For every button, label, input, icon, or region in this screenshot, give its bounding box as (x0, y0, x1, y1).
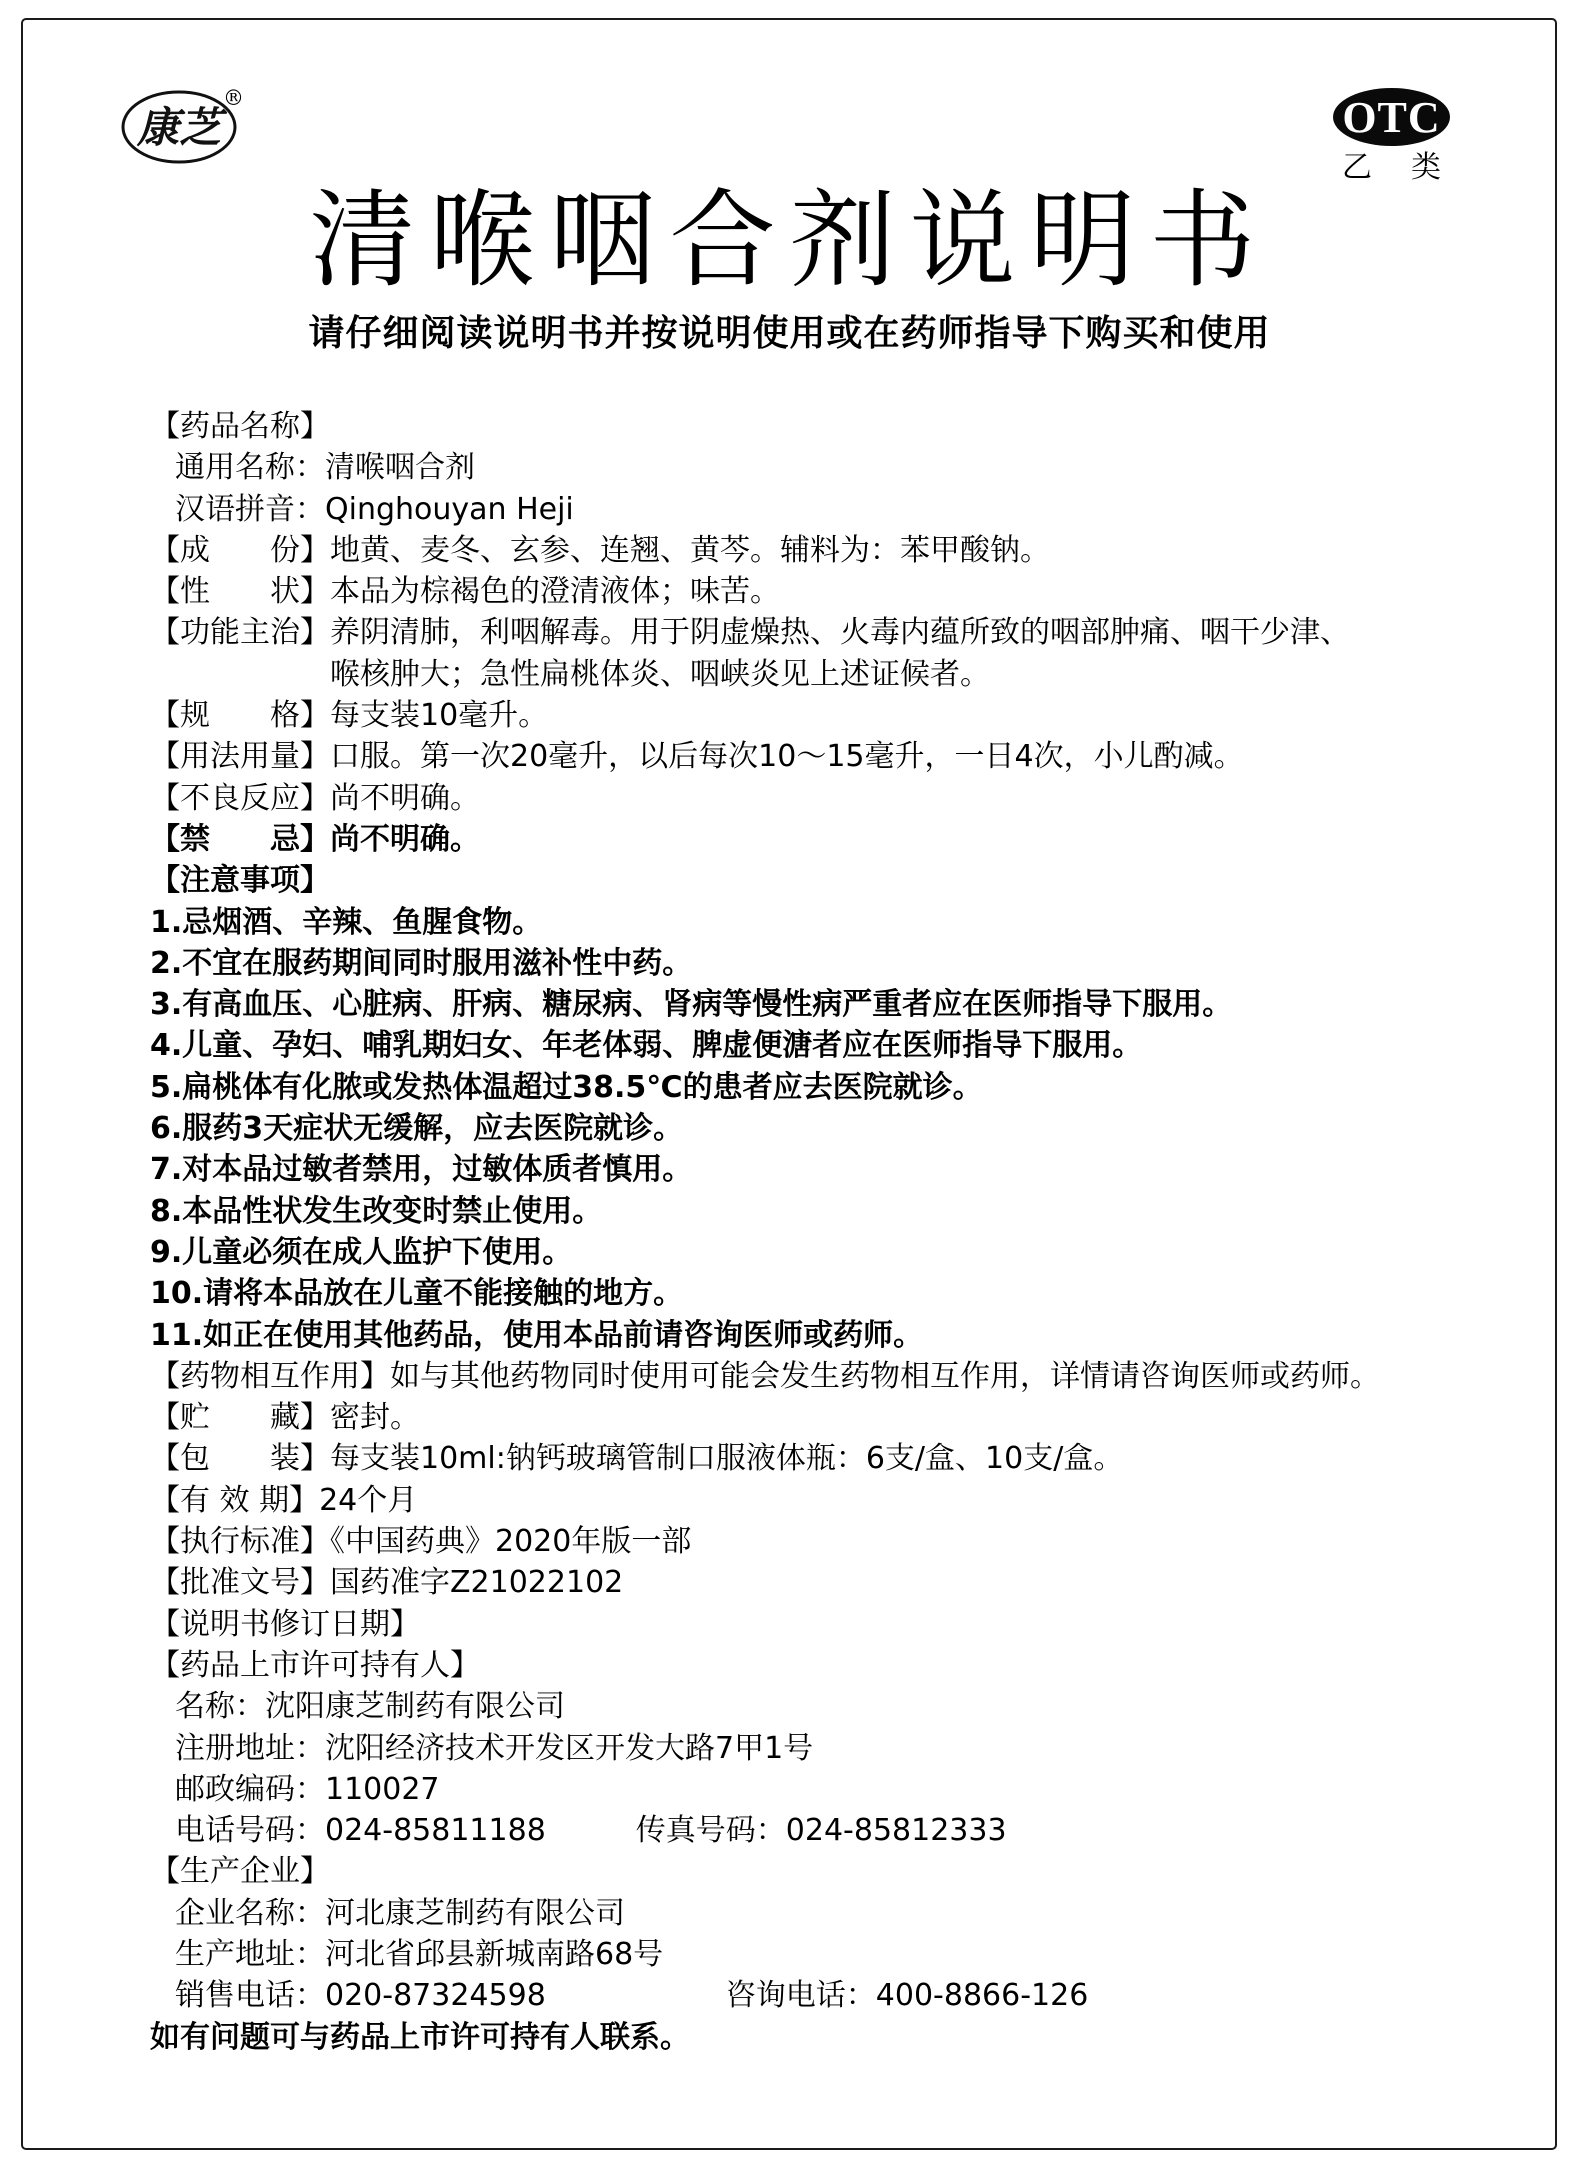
body-line: 企业名称：河北康芝制药有限公司 (175, 1895, 625, 1931)
body-line: 名称：沈阳康芝制药有限公司 (175, 1689, 565, 1725)
body-line: 4.儿童、孕妇、哺乳期妇女、年老体弱、脾虚便溏者应在医师指导下服用。 (150, 1028, 1143, 1064)
body-line: 9.儿童必须在成人监护下使用。 (150, 1234, 573, 1270)
body-line: 6.服药3天症状无缓解，应去医院就诊。 (150, 1111, 684, 1147)
body-line: 电话号码：024-85811188 传真号码：024-85812333 (175, 1813, 1007, 1849)
body-line: 3.有高血压、心脏病、肝病、糖尿病、肾病等慢性病严重者应在医师指导下服用。 (150, 987, 1233, 1023)
body-line: 如有问题可与药品上市许可持有人联系。 (150, 2019, 690, 2055)
body-line: 【用法用量】口服。第一次20毫升，以后每次10～15毫升，一日4次，小儿酌减。 (150, 739, 1244, 775)
body-line: 汉语拼音：Qinghouyan Heji (175, 491, 574, 527)
registered-trademark-icon: ® (223, 86, 244, 110)
body-line: 【规 格】每支装10毫升。 (150, 698, 549, 734)
body-line: 【注意事项】 (150, 863, 330, 899)
body-line: 8.本品性状发生改变时禁止使用。 (150, 1193, 603, 1229)
body-line: 生产地址：河北省邱县新城南路68号 (175, 1936, 664, 1972)
otc-badge (1333, 88, 1450, 183)
body-line: 5.扁桃体有化脓或发热体温超过38.5℃的患者应去医院就诊。 (150, 1069, 983, 1105)
brand-logo-ellipse-icon (120, 88, 240, 166)
body-line: 【批准文号】国药准字Z21022102 (150, 1565, 624, 1601)
body-lines (150, 406, 1480, 2058)
body-line: 【禁 忌】尚不明确。 (150, 821, 480, 857)
body-line: 【包 装】每支装10ml:钠钙玻璃管制口服液体瓶：6支/盒、10支/盒。 (150, 1441, 1124, 1477)
body-line: 7.对本品过敏者禁用，过敏体质者慎用。 (150, 1152, 693, 1188)
otc-label: OTC (1342, 93, 1441, 142)
body-line: 【药物相互作用】如与其他药物同时使用可能会发生药物相互作用，详情请咨询医师或药师。 (150, 1358, 1380, 1394)
otc-category (1333, 150, 1450, 185)
body-line: 【性 状】本品为棕褐色的澄清液体；味苦。 (150, 574, 780, 610)
body-line: 1.忌烟酒、辛辣、鱼腥食物。 (150, 904, 543, 940)
page-subtitle: 请仔细阅读说明书并按说明使用或在药师指导下购买和使用 (308, 313, 1271, 354)
body-line: 【功能主治】养阴清肺，利咽解毒。用于阴虚燥热、火毒内蕴所致的咽部肿痛、咽干少津、 (150, 615, 1350, 651)
body-line: 【贮 藏】密封。 (150, 1400, 420, 1436)
body-line: 11.如正在使用其他药品，使用本品前请咨询医师或药师。 (150, 1317, 924, 1353)
body-line: 【生产企业】 (150, 1854, 330, 1890)
body-line: 【不良反应】尚不明确。 (150, 780, 480, 816)
body-line: 【执行标准】《中国药典》2020年版一部 (150, 1524, 692, 1560)
otc-category-left: 乙 (1342, 150, 1372, 185)
brand-logo-text: 康芝 (136, 103, 222, 152)
otc-ellipse-icon (1333, 88, 1450, 146)
body-line: 【成 份】地黄、麦冬、玄参、连翘、黄芩。辅料为：苯甲酸钠。 (150, 532, 1050, 568)
body-line: 【药品上市许可持有人】 (150, 1647, 480, 1683)
body-line: 通用名称：清喉咽合剂 (175, 450, 475, 486)
body-line: 喉核肿大；急性扁桃体炎、咽峡炎见上述证候者。 (330, 656, 990, 692)
brand-logo (120, 88, 260, 172)
otc-category-right: 类 (1411, 150, 1441, 185)
body-line: 销售电话：020-87324598 咨询电话：400-8866-126 (175, 1978, 1089, 2014)
body-line: 2.不宜在服药期间同时服用滋补性中药。 (150, 945, 693, 981)
body-line: 注册地址：沈阳经济技术开发区开发大路7甲1号 (175, 1730, 814, 1766)
body-line: 【说明书修订日期】 (150, 1606, 420, 1642)
body-line: 【药品名称】 (150, 409, 330, 444)
page-title: 清喉咽合剂说明书 (309, 179, 1270, 302)
body-line: 【有 效 期】24个月 (150, 1482, 418, 1518)
body-line: 邮政编码：110027 (175, 1771, 440, 1807)
body-line: 10.请将本品放在儿童不能接触的地方。 (150, 1276, 684, 1312)
